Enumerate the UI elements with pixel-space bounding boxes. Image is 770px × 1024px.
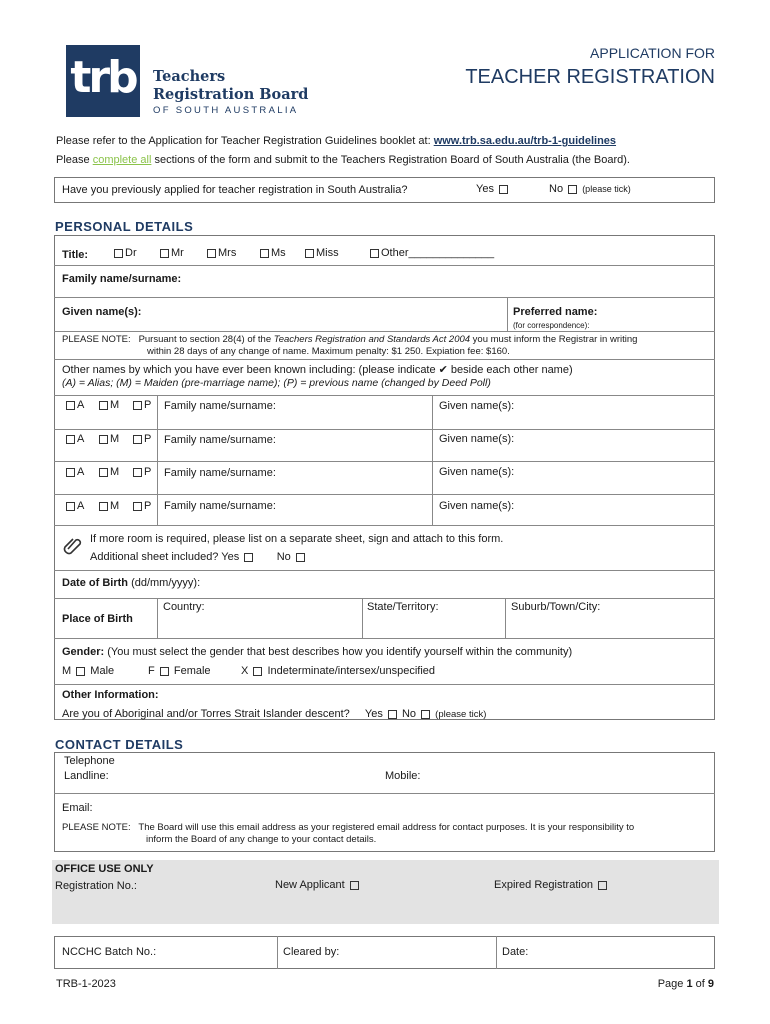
guidelines-link[interactable]: www.trb.sa.edu.au/trb-1-guidelines <box>433 135 617 147</box>
page-number: 1 <box>686 978 693 990</box>
title-miss-label: Miss <box>316 247 339 259</box>
other-given-name-field[interactable]: Given name(s): <box>439 500 515 512</box>
gender-male-label: Male <box>90 665 115 677</box>
suburb-field[interactable]: Suburb/Town/City: <box>511 601 601 613</box>
gender-female-option[interactable] <box>148 665 211 677</box>
place-of-birth-label: Place of Birth <box>62 613 133 625</box>
other-given-name-field[interactable]: Given name(s): <box>439 466 515 478</box>
preferred-name-label: Preferred name: <box>513 306 598 318</box>
divider <box>54 598 715 599</box>
page-indicator <box>658 978 714 990</box>
form-title: TEACHER REGISTRATION <box>465 66 715 88</box>
org-name-line1: Teachers <box>153 68 226 85</box>
divider <box>54 793 715 794</box>
maiden-checkbox[interactable] <box>99 435 108 444</box>
other-given-name-field[interactable]: Given name(s): <box>439 400 515 412</box>
title-dr-label: Dr <box>125 247 137 259</box>
alias-label: A <box>77 466 85 478</box>
intro-line2-prefix: Please <box>56 154 93 166</box>
atsi-question: Are you of Aboriginal and/or Torres Strait Islander descent? <box>62 708 350 720</box>
form-code: TRB-1-2023 <box>56 978 116 990</box>
gender-female-label: Female <box>173 665 211 677</box>
maiden-checkbox[interactable] <box>99 502 108 511</box>
previous-checkbox-option[interactable] <box>131 500 151 512</box>
more-room-note: If more room is required, please list on a separate sheet, sign and attach to this form. <box>90 533 504 545</box>
previous-no-option[interactable] <box>549 183 631 195</box>
name-note-act: Teachers Registration and Standards Act 2004 <box>273 334 471 345</box>
page-prefix: Page <box>657 978 687 990</box>
page-total: 9 <box>707 978 714 990</box>
divider <box>157 598 158 638</box>
gender-question <box>62 646 572 658</box>
additional-no-checkbox[interactable] <box>296 553 305 562</box>
gender-x-label: Indeterminate/intersex/unspecified <box>267 665 436 677</box>
maiden-label: M <box>110 399 120 411</box>
alias-checkbox-option[interactable] <box>64 399 84 411</box>
divider <box>54 265 715 266</box>
additional-no-label: No <box>276 551 291 563</box>
alias-checkbox[interactable] <box>66 502 75 511</box>
mobile-field[interactable]: Mobile: <box>385 770 421 782</box>
ncchc-batch-field[interactable]: NCCHC Batch No.: <box>62 946 157 958</box>
previous-checkbox[interactable] <box>133 468 142 477</box>
given-name-label: Given name(s): <box>62 306 142 318</box>
maiden-checkbox[interactable] <box>99 468 108 477</box>
registration-no-field[interactable]: Registration No.: <box>55 880 137 892</box>
additional-sheet-question <box>90 551 307 563</box>
alias-checkbox[interactable] <box>66 435 75 444</box>
family-name-field[interactable] <box>62 273 181 285</box>
divider <box>54 429 715 430</box>
alias-checkbox-option[interactable] <box>64 466 84 478</box>
divider <box>54 395 715 396</box>
intro-line1-text: Please refer to the Application for Teacher Registration Guidelines booklet at: <box>56 135 434 147</box>
name-note-line2: within 28 days of any change of name. Maximum penalty: $1 250. Expiation fee: $160. <box>147 346 510 357</box>
country-field[interactable]: Country: <box>163 601 205 613</box>
title-other-checkbox[interactable] <box>370 249 379 258</box>
previous-checkbox[interactable] <box>133 401 142 410</box>
atsi-yes-label: Yes <box>364 708 383 720</box>
dob-label: Date of Birth <box>62 577 128 589</box>
complete-all-highlight: complete all <box>92 154 152 166</box>
previous-label: P <box>144 466 152 478</box>
previous-yes-label: Yes <box>476 183 494 195</box>
other-info-label: Other Information: <box>62 689 159 701</box>
divider <box>507 297 508 332</box>
gender-hint: (You must select the gender that best describes how you identify yourself within the community) <box>107 646 573 658</box>
new-applicant-checkbox[interactable] <box>350 881 359 890</box>
title-mrs-checkbox[interactable] <box>207 249 216 258</box>
alias-label: A <box>77 433 85 445</box>
gender-female-checkbox[interactable] <box>160 667 169 676</box>
state-field[interactable]: State/Territory: <box>367 601 439 613</box>
gender-x-code: X <box>241 665 249 677</box>
email-field[interactable]: Email: <box>62 802 93 814</box>
title-ms-label: Ms <box>271 247 286 259</box>
divider <box>277 936 278 969</box>
atsi-no-checkbox[interactable] <box>421 710 430 719</box>
maiden-label: M <box>110 466 120 478</box>
expired-registration-option[interactable] <box>494 879 609 891</box>
landline-field[interactable]: Landline: <box>64 770 109 782</box>
additional-yes-checkbox[interactable] <box>244 553 253 562</box>
maiden-checkbox-option[interactable] <box>97 466 119 478</box>
previous-checkbox-option[interactable] <box>131 433 151 445</box>
previous-yes-option[interactable] <box>476 183 510 195</box>
atsi-hint: (please tick) <box>435 709 487 720</box>
gender-label: Gender: <box>62 646 105 658</box>
dob-format: (dd/mm/yyyy): <box>131 577 201 589</box>
name-note-text-post: you must inform the Registrar in writing <box>470 334 638 345</box>
personal-details-heading: PERSONAL DETAILS <box>55 219 194 234</box>
alias-checkbox[interactable] <box>66 401 75 410</box>
previous-no-checkbox[interactable] <box>568 185 577 194</box>
maiden-label: M <box>110 433 120 445</box>
email-note-line1: The Board will use this email address as your registered email address for contact purposes. It is your responsibility to <box>138 822 635 833</box>
maiden-checkbox-option[interactable] <box>97 500 119 512</box>
previous-checkbox[interactable] <box>133 435 142 444</box>
divider <box>496 936 497 969</box>
title-other-label: Other______________ <box>381 247 495 259</box>
intro-line2 <box>56 154 630 166</box>
divider <box>54 461 715 462</box>
name-note-text-pre: Pursuant to section 28(4) of the <box>138 334 274 345</box>
title-miss[interactable] <box>303 247 339 259</box>
org-name-line2: Registration Board <box>153 86 309 103</box>
divider <box>54 331 715 332</box>
divider <box>54 494 715 495</box>
maiden-label: M <box>110 500 120 512</box>
date-field[interactable]: Date: <box>502 946 529 958</box>
date-of-birth-field[interactable] <box>62 577 200 589</box>
alias-label: A <box>77 500 85 512</box>
cleared-by-field[interactable]: Cleared by: <box>283 946 340 958</box>
alias-checkbox-option[interactable] <box>64 433 84 445</box>
maiden-checkbox-option[interactable] <box>97 433 119 445</box>
additional-yes-label: Yes <box>221 551 240 563</box>
maiden-checkbox[interactable] <box>99 401 108 410</box>
title-dr[interactable] <box>112 247 137 259</box>
previous-checkbox-option[interactable] <box>131 399 151 411</box>
gender-m-code: M <box>62 665 72 677</box>
divider <box>362 598 363 638</box>
alias-label: A <box>77 399 85 411</box>
title-ms[interactable] <box>258 247 286 259</box>
title-mr[interactable] <box>158 247 184 259</box>
email-note <box>62 822 634 846</box>
additional-sheet-label: Additional sheet included? <box>90 551 219 563</box>
application-for-label: APPLICATION FOR <box>590 45 715 61</box>
divider <box>505 598 506 638</box>
divider <box>54 359 715 360</box>
maiden-checkbox-option[interactable] <box>97 399 119 411</box>
divider <box>432 395 433 525</box>
new-applicant-label: New Applicant <box>275 879 345 891</box>
gender-male-checkbox[interactable] <box>76 667 85 676</box>
new-applicant-option[interactable] <box>275 879 361 891</box>
title-mr-label: Mr <box>171 247 184 259</box>
title-other[interactable] <box>368 247 494 259</box>
org-name-line3: OF SOUTH AUSTRALIA <box>153 105 299 116</box>
previous-application-question: Have you previously applied for teacher registration in South Australia? <box>62 184 408 196</box>
other-family-name-field[interactable]: Family name/surname: <box>164 467 276 479</box>
previous-no-label: No <box>549 183 564 195</box>
other-names-intro: Other names by which you have ever been known including: (please indicate ✔ beside each other name) <box>62 364 573 376</box>
trb-logo: trb <box>66 45 140 117</box>
paperclip-icon <box>62 534 84 559</box>
name-change-note <box>62 334 712 358</box>
name-note-label: PLEASE NOTE: <box>62 334 131 345</box>
gender-f-code: F <box>148 665 155 677</box>
atsi-yes-checkbox[interactable] <box>388 710 397 719</box>
other-family-name-field[interactable]: Family name/surname: <box>164 400 276 412</box>
title-label: Title: <box>62 249 89 261</box>
intro-line1 <box>56 135 616 147</box>
previous-label: P <box>144 500 152 512</box>
title-miss-checkbox[interactable] <box>305 249 314 258</box>
divider <box>54 525 715 526</box>
gender-male-option[interactable] <box>62 665 114 677</box>
office-use-heading: OFFICE USE ONLY <box>55 863 154 875</box>
preferred-name-hint: (for correspondence): <box>513 321 590 330</box>
alias-checkbox[interactable] <box>66 468 75 477</box>
other-given-name-field[interactable]: Given name(s): <box>439 433 515 445</box>
divider <box>54 570 715 571</box>
expired-checkbox[interactable] <box>598 881 607 890</box>
divider <box>54 638 715 639</box>
previous-hint: (please tick) <box>582 184 631 194</box>
other-family-name-field[interactable]: Family name/surname: <box>164 500 276 512</box>
gender-x-option[interactable] <box>241 665 435 677</box>
previous-checkbox[interactable] <box>133 502 142 511</box>
divider <box>54 684 715 685</box>
title-mrs-label: Mrs <box>218 247 237 259</box>
email-note-label: PLEASE NOTE: <box>62 822 131 833</box>
alias-checkbox-option[interactable] <box>64 500 84 512</box>
previous-yes-checkbox[interactable] <box>499 185 508 194</box>
email-note-line2: inform the Board of any change to your contact details. <box>146 834 377 845</box>
previous-checkbox-option[interactable] <box>131 466 151 478</box>
title-mrs[interactable] <box>205 247 236 259</box>
previous-label: P <box>144 399 152 411</box>
atsi-no-label: No <box>401 708 417 720</box>
title-ms-checkbox[interactable] <box>260 249 269 258</box>
previous-label: P <box>144 433 152 445</box>
gender-x-checkbox[interactable] <box>253 667 262 676</box>
telephone-label: Telephone <box>64 755 115 767</box>
other-names-legend: (A) = Alias; (M) = Maiden (pre-marriage name); (P) = previous name (changed by Deed Poll) <box>62 377 491 389</box>
divider <box>157 395 158 525</box>
page-mid: of <box>692 978 708 990</box>
atsi-question-row <box>62 708 486 720</box>
contact-details-heading: CONTACT DETAILS <box>55 737 184 752</box>
title-mr-checkbox[interactable] <box>160 249 169 258</box>
other-family-name-field[interactable]: Family name/surname: <box>164 434 276 446</box>
divider <box>54 297 715 298</box>
expired-label: Expired Registration <box>494 879 594 891</box>
family-name-label: Family name/surname: <box>62 273 182 285</box>
title-dr-checkbox[interactable] <box>114 249 123 258</box>
intro-line2-suffix: sections of the form and submit to the Teachers Registration Board of South Australia (the Board). <box>151 154 630 166</box>
